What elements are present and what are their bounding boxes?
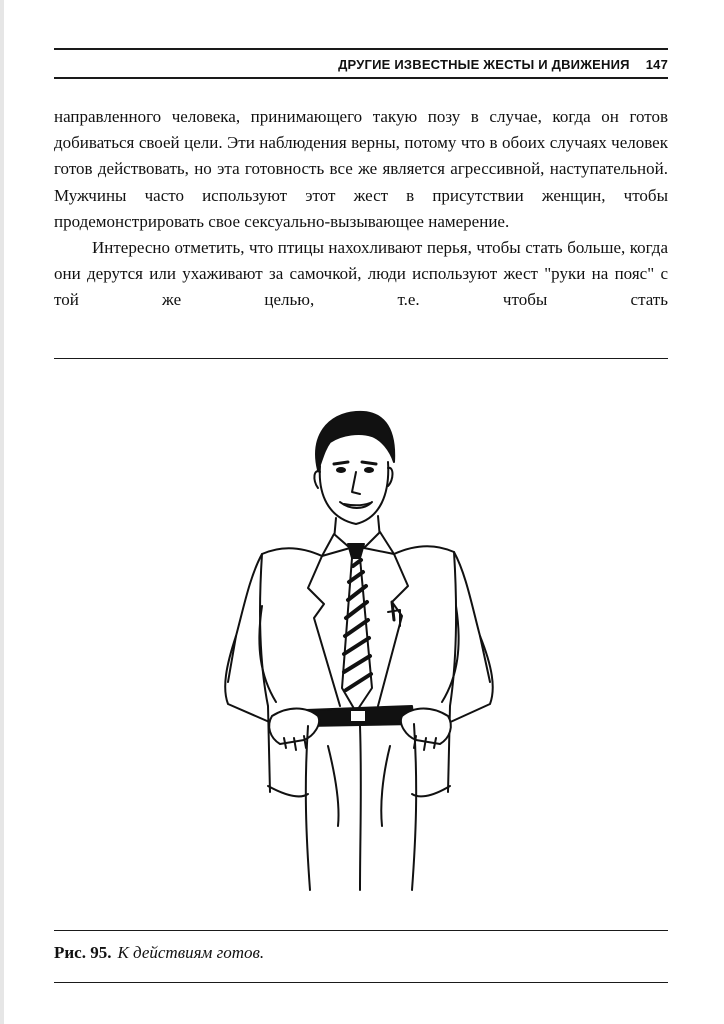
caption-text: К действиям готов.: [117, 943, 265, 962]
page-number: 147: [645, 56, 668, 72]
caption-bottom-rule: [54, 982, 668, 983]
header-bottom-rule: [54, 77, 668, 79]
body-text: [54, 104, 668, 314]
paragraph-2: Интересно отметить, что птицы нахохливают перья, чтобы стать больше, когда они дерутся или ухаживают за самочкой, люди используют жест "руки на пояс" с той же целью, т.е. чтобы стать: [54, 238, 668, 310]
header-title: ДРУГИЕ ИЗВЕСТНЫЕ ЖЕСТЫ И ДВИЖЕНИЯ: [338, 56, 630, 72]
figure-man-hands-on-hips: [210, 406, 510, 892]
caption-label: Рис. 95.: [54, 943, 112, 962]
paragraph-1: направленного человека, принимающего такую позу в случае, когда он готов добиваться своей цели. Эти наблюдения верны, потому что в обоих случаях человек готов действовать, но эта готовность все же является агрессивной, наступательной. Мужчины часто используют этот жест в присутствии женщин, чтобы продемонстрировать свое сексуально-вызывающее намерение.: [54, 107, 668, 231]
header-top-rule: [54, 48, 668, 50]
caption-top-rule: [54, 930, 668, 931]
page-edge: [0, 0, 4, 1024]
figure-top-rule: [54, 358, 668, 359]
figure-caption: [54, 943, 668, 963]
running-header: [54, 52, 668, 76]
